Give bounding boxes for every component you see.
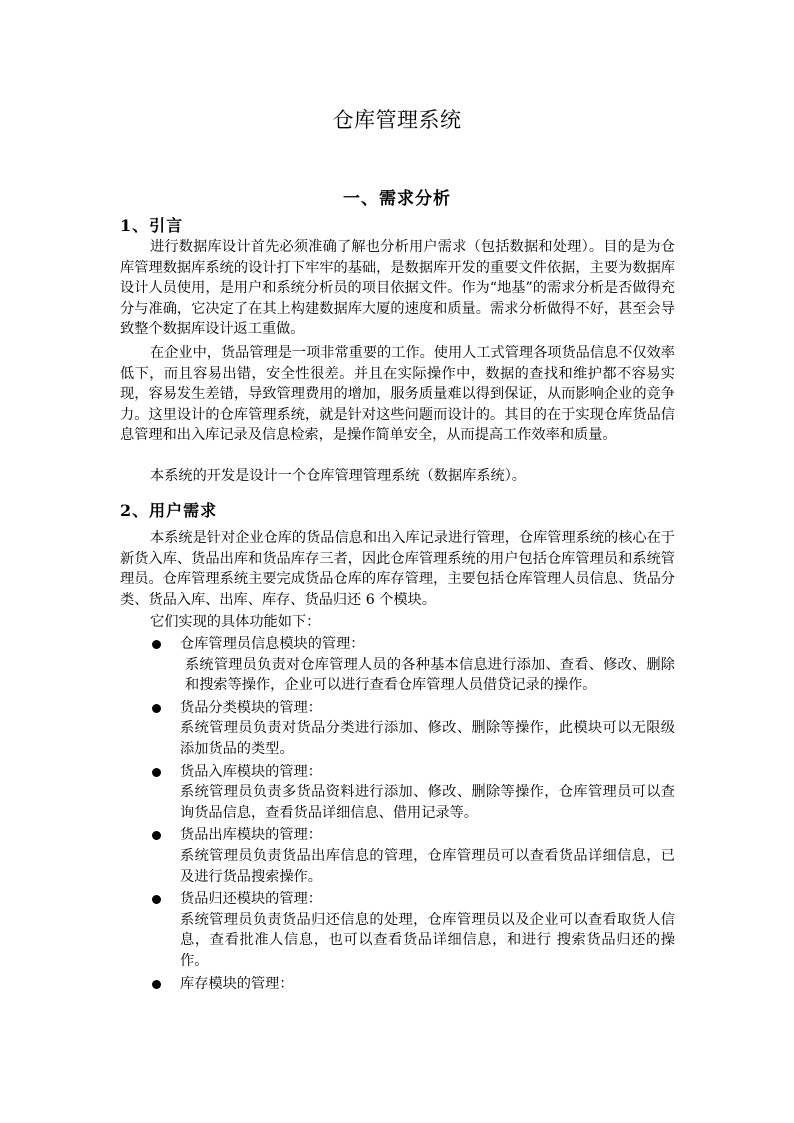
bullet-icon (152, 768, 161, 777)
list-item-description: 系统管理员负责对货品分类进行添加、修改、删除等操作，此模块可以无限级添加货品的类型。 (180, 720, 675, 757)
user-needs-paragraph-1: 本系统是针对企业仓库的货品信息和出入库记录进行管理，仓库管理系统的核心在于新货入库、货品出库和货品库存三者，因此仓库管理系统的用户包括仓库管理员和系统管理员。仓库管理系统主要完成货品仓库的库存管理，主要包括仓库管理人员信息、货品分类、货品入库、出库、库存、货品归还 6 个模块。 (120, 530, 675, 608)
user-needs-paragraph-2: 它们实现的具体功能如下： (150, 614, 321, 630)
bullet-icon (152, 831, 161, 840)
document-title: 仓库管理系统 (332, 108, 462, 132)
list-item-description: 系统管理员负责对仓库管理人员的各种基本信息进行添加、查看、修改、删除和搜索等操作，企业可以进行查看仓库管理人员借贷记录的操作。 (185, 656, 675, 694)
bullet-icon (152, 895, 161, 904)
list-item-description: 系统管理员负责货品出库信息的管理，仓库管理员可以查看货品详细信息，已及进行货品搜索操作。 (180, 847, 675, 885)
module-list (150, 634, 675, 994)
intro-paragraph-1: 进行数据库设计首先必须准确了解也分析用户需求（包括数据和处理）。目的是为仓库管理数据库系统的设计打下牢牢的基础，是数据库开发的重要文件依据，主要为数据库设计人员使用，是用户和系统分析员的项目依据文件。作为“地基”的需求分析是否做得充分与准确，它决定了在其上构建数据库大厦的速度和质量。需求分析做得不好，甚至会导致整个数据库设计返工重做。 (120, 239, 675, 338)
list-item-title: 货品归还模块的管理： (180, 891, 322, 908)
intro-paragraph-3: 本系统的开发是设计一个仓库管理管理系统（数据库系统）。 (150, 468, 526, 484)
intro-heading: 1、引言 (120, 216, 184, 235)
list-item-title: 库存模块的管理： (180, 975, 294, 992)
user-needs-heading: 2、用户需求 (120, 501, 218, 520)
list-item (150, 825, 675, 887)
list-item-title: 货品出库模块的管理： (180, 827, 322, 844)
list-item-title: 仓库管理员信息模块的管理： (180, 636, 365, 652)
list-item-description: 系统管理员负责货品归还信息的处理，仓库管理员以及企业可以查看取货人信息，查看批准人信息，也可以查看货品详细信息，和进行 搜索货品归还的操作。 (180, 911, 675, 969)
bullet-icon (152, 980, 161, 989)
list-item (150, 762, 675, 824)
list-item (150, 698, 675, 760)
list-item (150, 889, 675, 971)
list-item (150, 974, 675, 995)
list-item-title: 货品入库模块的管理： (180, 763, 322, 780)
bullet-icon (152, 640, 161, 649)
list-item (150, 634, 675, 696)
list-item-title: 货品分类模块的管理： (180, 699, 322, 716)
bullet-icon (152, 704, 161, 713)
section-heading: 一、需求分析 (343, 189, 451, 209)
intro-paragraph-2: 在企业中，货品管理是一项非常重要的工作。使用人工式管理各项货品信息不仅效率低下，而且容易出错，安全性很差。并且在实际操作中，数据的查找和维护都不容易实现，容易发生差错，导致管理费用的增加，服务质量难以得到保证，从而影响企业的竞争力。这里设计的仓库管理系统，就是针对这些问题而设计的。其目的在于实现仓库货品信息管理和出入库记录及信息检索，是操作简单安全，从而提高工作效率和质量。 (120, 345, 675, 444)
list-item-description: 系统管理员负责多货品资料进行添加、修改、删除等操作，仓库管理员可以查询货品信息，查看货品详细信息、借用记录等。 (180, 784, 675, 821)
